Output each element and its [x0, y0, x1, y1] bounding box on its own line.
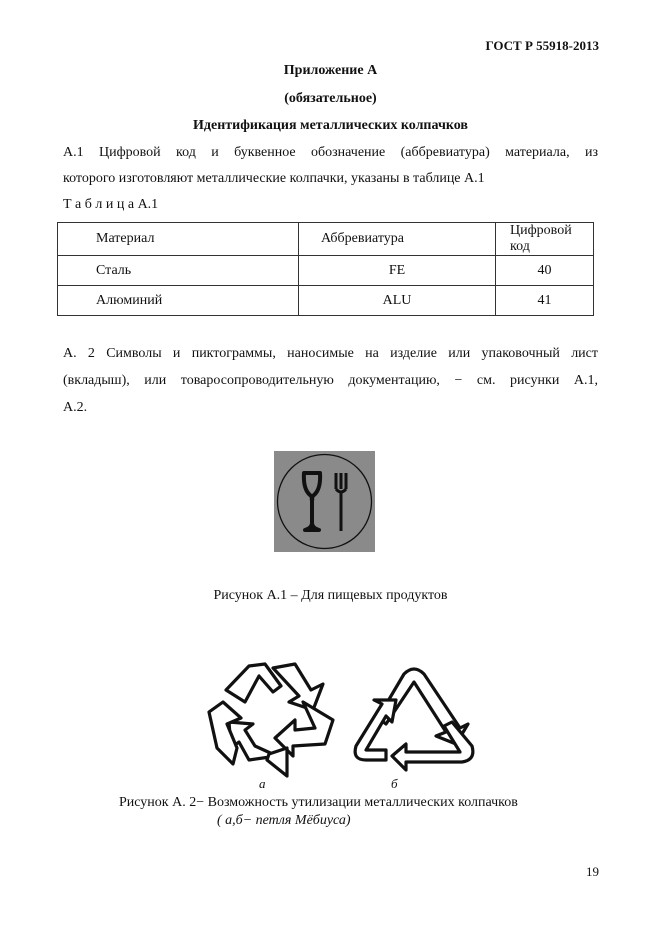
table-cell: 41	[496, 286, 594, 316]
figure2-caption-line2: ( а,б− петля Мёбиуса)	[217, 813, 351, 828]
table-cell: FE	[299, 256, 496, 286]
table-header-cell: Материал	[58, 223, 299, 256]
page-number: 19	[586, 864, 599, 879]
paragraph-a2-line3: А.2.	[63, 400, 88, 415]
paragraph-a1-line1: А.1 Цифровой код и буквенное обозначение (аббревиатура) материала, из	[63, 145, 598, 160]
recycling-symbol-b-icon	[352, 660, 476, 772]
table-cell: Сталь	[58, 256, 299, 286]
table-header-cell: Аббревиатура	[299, 223, 496, 256]
paragraph-a1-line2: которого изготовляют металлические колпачки, указаны в таблице А.1	[63, 171, 485, 186]
table-cell: ALU	[299, 286, 496, 316]
appendix-status: (обязательное)	[284, 91, 377, 106]
materials-table	[57, 222, 594, 316]
food-contact-icon	[274, 451, 375, 552]
table-row	[58, 286, 594, 316]
table-caption: Т а б л и ц а А.1	[63, 197, 159, 212]
table-row	[58, 256, 594, 286]
paragraph-a2-line2: (вкладыш), или товаросопроводительную документацию, − см. рисунки А.1,	[63, 373, 598, 388]
appendix-title: Приложение А	[283, 63, 378, 78]
figure2-label-a: а	[259, 776, 266, 791]
figure1-caption: Рисунок А.1 – Для пищевых продуктов	[213, 588, 448, 603]
table-cell: 40	[496, 256, 594, 286]
recycling-symbol-a-icon	[203, 660, 338, 778]
paragraph-a2-line1: А. 2 Символы и пиктограммы, наносимые на изделие или упаковочный лист	[63, 346, 598, 361]
table-cell: Алюминий	[58, 286, 299, 316]
table-header-cell: Цифровой код	[496, 223, 594, 256]
table-header-row	[58, 223, 594, 256]
figure2-caption-line1: Рисунок А. 2− Возможность утилизации металлических колпачков	[119, 795, 518, 810]
standard-designation: ГОСТ Р 55918-2013	[485, 38, 599, 53]
figure2-label-b: б	[391, 776, 398, 791]
appendix-heading: Идентификация металлических колпачков	[193, 118, 468, 133]
